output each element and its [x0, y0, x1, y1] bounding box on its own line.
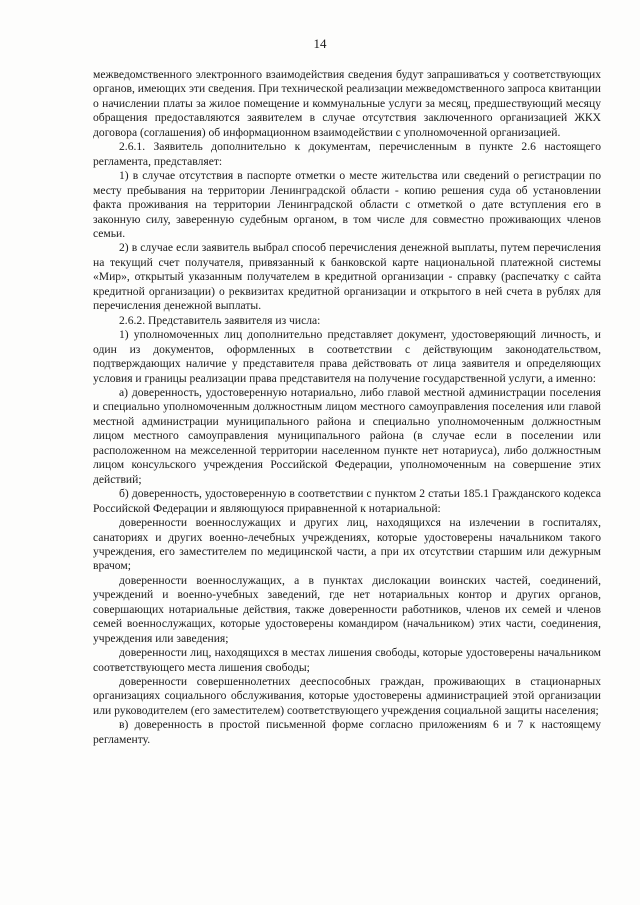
paragraph-2-6-2: 2.6.2. Представитель заявителя из числа:	[119, 313, 321, 327]
page-number: 14	[313, 36, 327, 51]
paragraph-item-b-equivalent: б) доверенность, удостоверенную в соответствии с пунктом 2 статьи 185.1 Гражданского кодекса Российской Федерации и являющуюся приравненной к нотариальной:	[93, 487, 601, 515]
paragraph-item-v-simple-form: в) доверенность в простой письменной форме согласно приложениям 6 и 7 к настоящему регламенту.	[93, 718, 601, 746]
paragraph-detention: доверенности лиц, находящихся в местах лишения свободы, которые удостоверены начальником соответствующего места лишения свободы;	[93, 646, 601, 674]
paragraph-item-1-authorized: 1) уполномоченных лиц дополнительно представляет документ, удостоверяющий личность, и один из документов, оформленных в соответствии с действующим законодательством, подтверждающих наличие у представителя права действовать от лица заявителя и определяющих условия и границы реализации права представителя на получение государственной услуги, а именно:	[93, 328, 601, 385]
paragraph-item-a-notarized: а) доверенность, удостоверенную нотариально, либо главой местной администрации поселения и специально уполномоченным должностным лицом местного самоуправления поселения или главой местной администрации муниципального района и специально уполномоченным должностным лицом местного самоуправления муниципального района (в случае если в поселении или расположенном на межселенной территории населенном пункте нет нотариуса), либо должностным лицом консульского учреждения Российской Федерации, уполномоченным на совершение этих действий;	[93, 385, 601, 486]
paragraph-military-units: доверенности военнослужащих, а в пунктах дислокации воинских частей, соединений, учреждений и военно-учебных заведений, где нет нотариальных контор и других органов, совершающих нотариальные действия, также доверенности работников, членов их семей и членов семей военнослужащих, которые удостоверены командиром (начальником) этих части, соединения, учреждения или заведения;	[93, 573, 601, 645]
paragraph-intro-continuation: межведомственного электронного взаимодействия сведения будут запрашиваться у соответствующих органов, имеющих эти сведения. При технической реализации межведомственного запроса квитанции о начислении платы за жилое помещение и коммунальные услуги за месяц, предшествующий месяцу обращения предоставляются заявителем в случае отсутствия заключенного организацией ЖКХ договора (соглашения) об информационном взаимодействии с уполномоченной организацией.	[93, 68, 601, 139]
paragraph-social-institutions: доверенности совершеннолетних дееспособных граждан, проживающих в стационарных организациях социального обслуживания, которые удостоверены администрацией этой организации или руководителем (его заместителем) соответствующего учреждения социальной защиты населения;	[93, 675, 601, 717]
paragraph-item-1-residence: 1) в случае отсутствия в паспорте отметки о месте жительства или сведений о регистрации по месту пребывания на территории Ленинградской области - копию решения суда об установлении факта проживания на территории Ленинградской области с отметкой о дате вступления его в законную силу, заверенную судебным органом, в том числе для совместно проживающих членов семьи.	[93, 169, 601, 240]
document-body	[93, 68, 601, 747]
paragraph-item-2-payment: 2) в случае если заявитель выбрал способ перечисления денежной выплаты, путем перечисления на текущий счет получателя, привязанный к банковской карте национальной платежной системы «Мир», открытый указанным получателем в кредитной организации - справку (распечатку с сайта кредитной организации) о реквизитах кредитной организации и открытого в ней счета в рублях для перечисления денежной выплаты.	[93, 241, 601, 313]
paragraph-military-hospital: доверенности военнослужащих и других лиц, находящихся на излечении в госпиталях, санаториях и других военно-лечебных учреждениях, которые удостоверены начальником такого учреждения, его заместителем по медицинской части, а при их отсутствии старшим или дежурным врачом;	[93, 516, 601, 573]
paragraph-2-6-1: 2.6.1. Заявитель дополнительно к документам, перечисленным в пункте 2.6 настоящего регламента, представляет:	[93, 140, 601, 168]
